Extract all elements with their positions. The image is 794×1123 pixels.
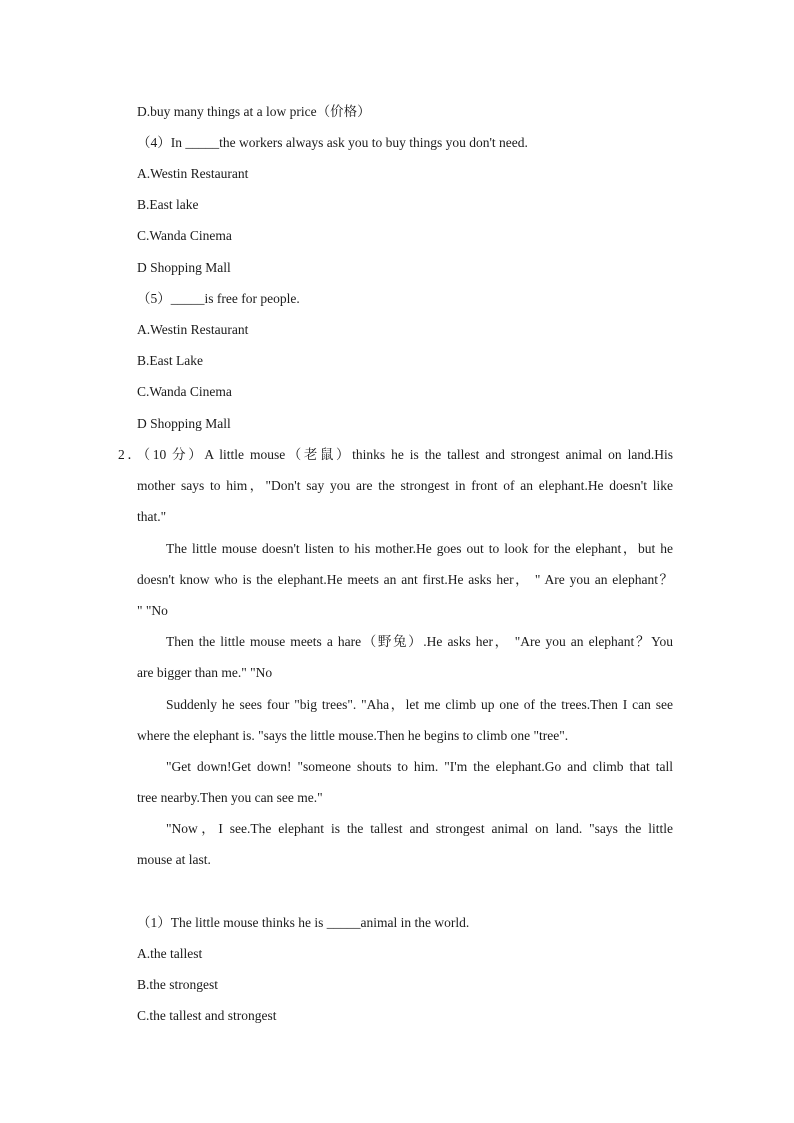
q2-para3-line2: are bigger than me." "No (137, 665, 273, 680)
q2-para1-line3: that." (137, 509, 167, 524)
q1-sub4-stem: （4）In _____the workers always ask you to buy things you don't need. (137, 135, 528, 150)
q2-para5-line1: "Get down!Get down! "someone shouts to him. "I'm the elephant.Go and climb that tall (166, 759, 673, 774)
q2-para6-line2: mouse at last. (137, 852, 211, 867)
q2-sub1-option-c: C.the tallest and strongest (137, 1008, 277, 1023)
q2-para2-line2: doesn't know who is the elephant.He meets an ant first.He asks her， " Are you an elephant？ (137, 572, 673, 587)
q2-sub1-stem: （1）The little mouse thinks he is _____animal in the world. (137, 915, 470, 930)
q1-sub4-option-d: D Shopping Mall (137, 260, 231, 275)
q1-sub5-option-a: A.Westin Restaurant (137, 322, 249, 337)
q2-para4-line1: Suddenly he sees four "big trees". "Aha，let me climb up one of the trees.Then I can see (166, 697, 673, 712)
q1-sub5-option-c: C.Wanda Cinema (137, 384, 232, 399)
q2-para6-line1: "Now，I see.The elephant is the tallest and strongest animal on land. "says the little (166, 821, 673, 836)
q1-sub5-stem: （5）_____is free for people. (137, 291, 300, 306)
q1-sub5-option-b: B.East Lake (137, 353, 203, 368)
q2-para2-line1: The little mouse doesn't listen to his mother.He goes out to look for the elephant，but he (166, 541, 673, 556)
q1-sub4-option-a: A.Westin Restaurant (137, 166, 249, 181)
q1-option-d-price: D.buy many things at a low price（价格） (137, 104, 371, 119)
q1-sub4-option-b: B.East lake (137, 197, 199, 212)
q1-sub4-option-c: C.Wanda Cinema (137, 228, 232, 243)
q2-sub1-option-a: A.the tallest (137, 946, 203, 961)
q2-para2-line3: " "No (137, 603, 168, 618)
q2-para3-line1: Then the little mouse meets a hare（野兔）.He asks her， "Are you an elephant？You (166, 634, 673, 649)
q2-sub1-option-b: B.the strongest (137, 977, 218, 992)
q2-para1-line2: mother says to him，"Don't say you are the strongest in front of an elephant.He doesn't like (137, 478, 673, 493)
q1-sub5-option-d: D Shopping Mall (137, 416, 231, 431)
q2-para4-line2: where the elephant is. "says the little mouse.Then he begins to climb one "tree". (137, 728, 569, 743)
q2-para5-line2: tree nearby.Then you can see me." (137, 790, 323, 805)
q2-para1-line1: 2．（10 分）A little mouse（老鼠）thinks he is the tallest and strongest animal on land.His (118, 447, 673, 462)
